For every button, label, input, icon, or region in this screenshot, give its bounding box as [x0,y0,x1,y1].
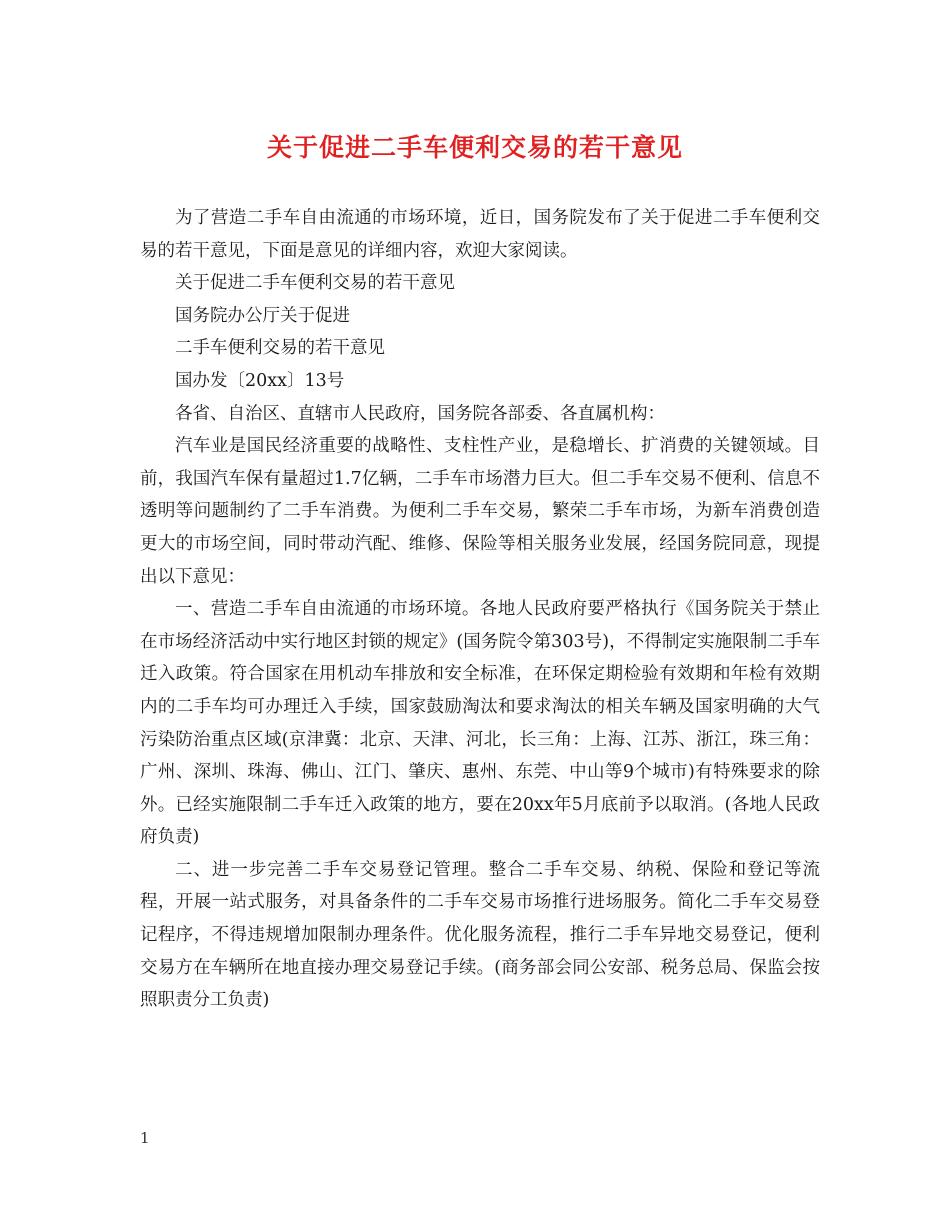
paragraph-subtitle: 二手车便利交易的若干意见 [175,338,385,359]
paragraph-intro: 为了营造二手车自由流通的市场环境，近日，国务院发布了关于促进二手车便利交易的若干意见，下面是意见的详细内容，欢迎大家阅读。 [140,208,820,261]
document-body [140,202,820,1017]
page-number: 1 [140,1129,150,1147]
paragraph-heading-repeat: 关于促进二手车便利交易的若干意见 [175,273,455,294]
paragraph-doc-number: 国办发〔20xx〕13号 [175,370,345,391]
document-title: 关于促进二手车便利交易的若干意见 [266,133,683,162]
paragraph-issuer: 国务院办公厅关于促进 [175,305,350,326]
paragraph-item-1: 一、营造二手车自由流通的市场环境。各地人民政府要严格执行《国务院关于禁止在市场经济活动中实行地区封锁的规定》(国务院令第303号)，不得制定实施限制二手车迁入政策。符合国家在用机动车排放和安全标准，在环保定期检验有效期和年检有效期内的二手车均可办理迁入手续，国家鼓励淘汰和要求淘汰的相关车辆及国家明确的大气污染防治重点区域(京津冀：北京、天津、河北，长三角：上海、江苏、浙江，珠三角：广州、深圳、珠海、佛山、江门、肇庆、惠州、东莞、中山等9个城市)有特殊要求的除外。已经实施限制二手车迁入政策的地方，要在20xx年5月底前予以取消。(各地人民政府负责) [140,599,820,848]
paragraph-background: 汽车业是国民经济重要的战略性、支柱性产业，是稳增长、扩消费的关键领域。目前，我国汽车保有量超过1.7亿辆，二手车市场潜力巨大。但二手车交易不便利、信息不透明等问题制约了二手车消费。为便利二手车交易，繁荣二手车市场，为新车消费创造更大的市场空间，同时带动汽配、维修、保险等相关服务业发展，经国务院同意，现提出以下意见： [140,436,820,587]
paragraph-addressees: 各省、自治区、直辖市人民政府，国务院各部委、各直属机构： [175,403,665,424]
paragraph-item-2: 二、进一步完善二手车交易登记管理。整合二手车交易、纳税、保险和登记等流程，开展一站式服务，对具备条件的二手车交易市场推行进场服务。简化二手车交易登记程序，不得违规增加限制办理条件。优化服务流程，推行二手车异地交易登记，便利交易方在车辆所在地直接办理交易登记手续。(商务部会同公安部、税务总局、保监会按照职责分工负责) [140,859,820,1011]
